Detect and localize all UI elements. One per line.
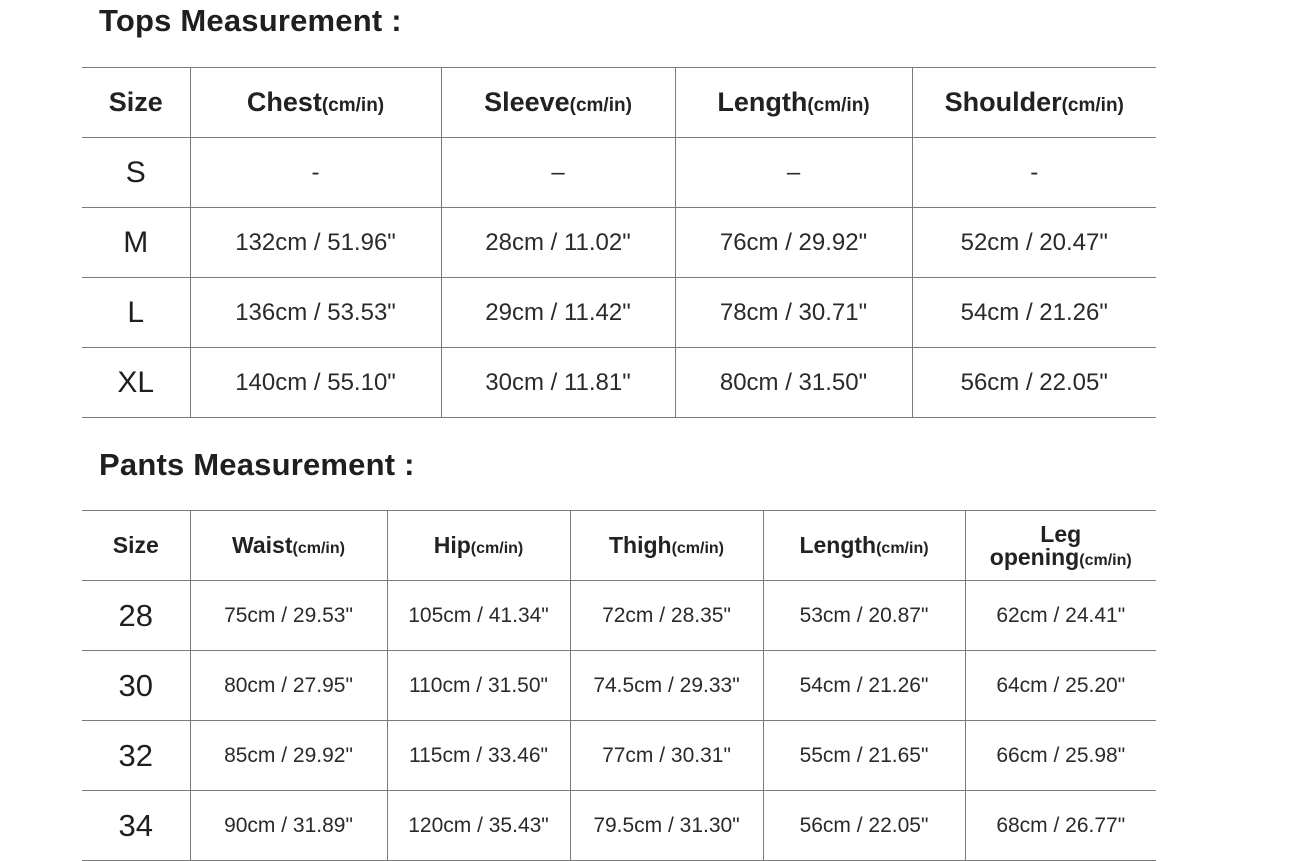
column-header-chest: Chest(cm/in) [190,68,441,138]
table-cell: 77cm / 30.31" [570,721,763,791]
table-cell: 74.5cm / 29.33" [570,651,763,721]
table-cell: 53cm / 20.87" [763,581,965,651]
table-cell: 90cm / 31.89" [190,791,387,861]
table-cell: 80cm / 31.50" [675,348,912,418]
table-cell: 68cm / 26.77" [965,791,1156,861]
table-cell: - [912,138,1156,208]
table-cell: 72cm / 28.35" [570,581,763,651]
table-cell: 105cm / 41.34" [387,581,570,651]
size-cell: XL [82,348,190,418]
table-cell: – [675,138,912,208]
tops-measurement-title: Tops Measurement : [99,3,402,38]
size-cell: 34 [82,791,190,861]
size-cell: M [82,208,190,278]
table-row [82,581,1156,651]
column-header-shoulder: Shoulder(cm/in) [912,68,1156,138]
table-cell: 55cm / 21.65" [763,721,965,791]
table-row [82,791,1156,861]
table-cell: 52cm / 20.47" [912,208,1156,278]
column-header-size: Size [82,511,190,581]
table-cell: 80cm / 27.95" [190,651,387,721]
column-header-waist: Waist(cm/in) [190,511,387,581]
table-cell: 29cm / 11.42" [441,278,675,348]
table-cell: 28cm / 11.02" [441,208,675,278]
table-cell: – [441,138,675,208]
table-cell: 30cm / 11.81" [441,348,675,418]
table-cell: 115cm / 33.46" [387,721,570,791]
table-cell: 76cm / 29.92" [675,208,912,278]
table-cell: 78cm / 30.71" [675,278,912,348]
table-cell: - [190,138,441,208]
size-cell: L [82,278,190,348]
table-cell: 62cm / 24.41" [965,581,1156,651]
table-row [82,651,1156,721]
table-cell: 75cm / 29.53" [190,581,387,651]
table-cell: 110cm / 31.50" [387,651,570,721]
column-header-leg-opening: Leg opening(cm/in) [965,511,1156,581]
table-cell: 140cm / 55.10" [190,348,441,418]
table-row [82,208,1156,278]
table-row [82,278,1156,348]
pants-measurement-table [82,510,1156,861]
table-cell: 56cm / 22.05" [912,348,1156,418]
table-header-row [82,511,1156,581]
column-header-length: Length(cm/in) [675,68,912,138]
table-cell: 79.5cm / 31.30" [570,791,763,861]
size-cell: S [82,138,190,208]
pants-measurement-title: Pants Measurement : [99,447,415,482]
table-cell: 64cm / 25.20" [965,651,1156,721]
table-cell: 54cm / 21.26" [763,651,965,721]
column-header-size: Size [82,68,190,138]
table-row [82,721,1156,791]
table-cell: 56cm / 22.05" [763,791,965,861]
size-cell: 30 [82,651,190,721]
table-cell: 85cm / 29.92" [190,721,387,791]
column-header-sleeve: Sleeve(cm/in) [441,68,675,138]
table-row [82,138,1156,208]
table-cell: 120cm / 35.43" [387,791,570,861]
table-cell: 66cm / 25.98" [965,721,1156,791]
tops-measurement-table [82,67,1156,418]
size-cell: 28 [82,581,190,651]
table-cell: 132cm / 51.96" [190,208,441,278]
table-header-row [82,68,1156,138]
size-cell: 32 [82,721,190,791]
table-cell: 54cm / 21.26" [912,278,1156,348]
column-header-length: Length(cm/in) [763,511,965,581]
column-header-hip: Hip(cm/in) [387,511,570,581]
column-header-thigh: Thigh(cm/in) [570,511,763,581]
table-row [82,348,1156,418]
table-cell: 136cm / 53.53" [190,278,441,348]
